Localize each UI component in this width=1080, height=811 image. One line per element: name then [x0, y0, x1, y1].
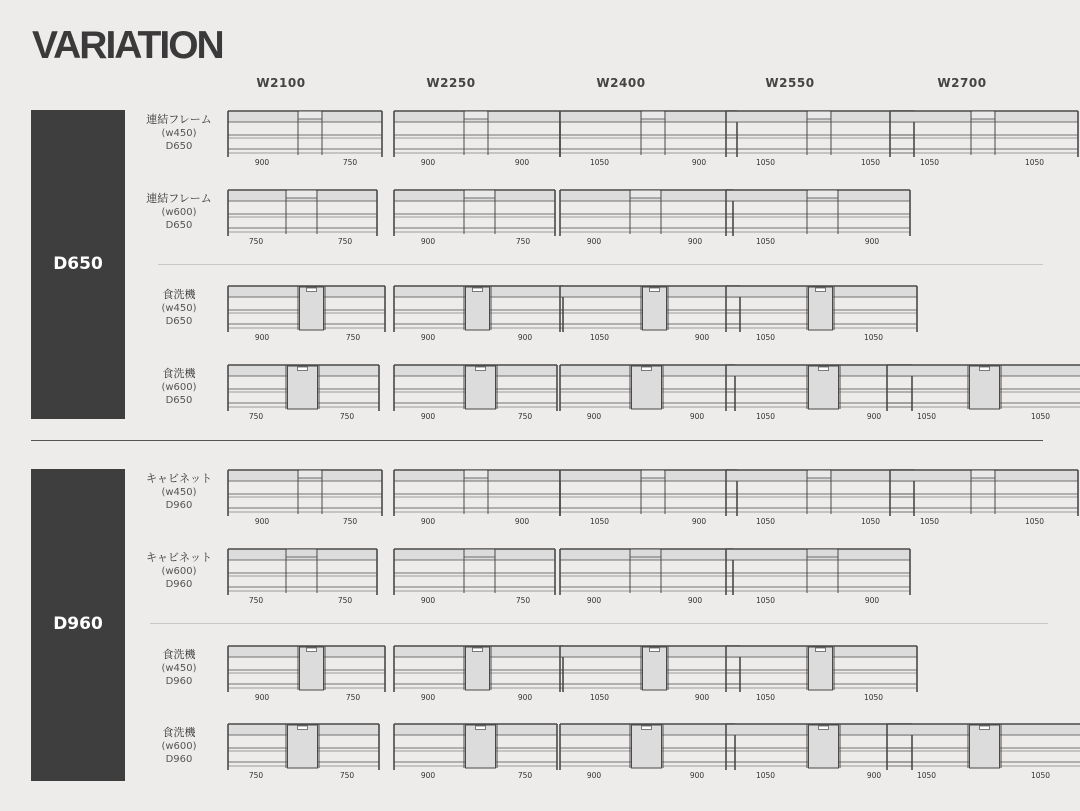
module-diagram	[886, 364, 1080, 412]
column-header-w2100: W2100	[256, 76, 306, 90]
module-diagram	[393, 189, 556, 237]
module-diagram	[559, 189, 734, 237]
column-header-w2400: W2400	[596, 76, 646, 90]
module-diagram	[393, 548, 556, 596]
row-label-depth: D650	[165, 395, 193, 406]
module-diagram	[227, 285, 386, 333]
dimension-left: 1050	[755, 517, 776, 526]
row-label	[136, 648, 222, 689]
dimension-right: 1050	[860, 517, 881, 526]
row-label-name: 連結フレーム	[146, 192, 212, 205]
dimension-left: 1050	[589, 158, 610, 167]
module-diagram	[559, 469, 738, 517]
row-label-name: 食洗機	[162, 726, 196, 739]
row-label-width: (w450)	[161, 662, 197, 674]
dimension-left: 900	[420, 237, 436, 246]
unit-drawing	[393, 189, 556, 237]
page-title: VARIATION	[32, 24, 223, 67]
unit-drawing	[393, 110, 561, 158]
dimension-left: 750	[248, 412, 264, 421]
module-diagram	[227, 645, 386, 693]
module-diagram	[886, 723, 1080, 771]
unit-drawing	[393, 285, 564, 333]
row-label-width: (w600)	[161, 740, 197, 752]
dimension-right: 900	[694, 333, 710, 342]
row-label-depth: D650	[165, 220, 193, 231]
module-diagram	[393, 285, 564, 333]
dimension-left: 1050	[916, 771, 937, 780]
dimension-right: 750	[337, 596, 353, 605]
module-diagram	[393, 364, 558, 412]
unit-drawing	[559, 645, 741, 693]
module-diagram	[393, 110, 561, 158]
unit-drawing	[227, 723, 380, 771]
row-label	[136, 551, 222, 592]
row-label	[136, 192, 222, 233]
dimension-right: 900	[689, 771, 705, 780]
unit-drawing	[559, 110, 738, 158]
dimension-right: 900	[866, 412, 882, 421]
dimension-right: 750	[345, 333, 361, 342]
dimension-left: 900	[420, 517, 436, 526]
unit-drawing	[886, 364, 1080, 412]
unit-drawing	[725, 548, 911, 596]
unit-drawing	[227, 285, 386, 333]
dimension-left: 750	[248, 771, 264, 780]
column-header-w2550: W2550	[765, 76, 815, 90]
depth-bar-d960	[31, 469, 125, 781]
unit-drawing	[227, 548, 378, 596]
dimension-right: 900	[514, 517, 530, 526]
row-label-depth: D960	[165, 500, 193, 511]
row-label	[136, 472, 222, 513]
module-diagram	[559, 110, 738, 158]
unit-drawing	[559, 548, 734, 596]
dimension-left: 1050	[919, 158, 940, 167]
dimension-right: 750	[515, 237, 531, 246]
unit-drawing	[559, 469, 738, 517]
module-diagram	[227, 469, 383, 517]
module-diagram	[725, 548, 911, 596]
dimension-left: 900	[254, 517, 270, 526]
unit-drawing	[559, 189, 734, 237]
dimension-right: 750	[515, 596, 531, 605]
dimension-left: 1050	[755, 693, 776, 702]
module-diagram	[393, 469, 561, 517]
row-label-depth: D650	[165, 141, 193, 152]
dimension-right: 900	[687, 237, 703, 246]
dimension-right: 750	[337, 237, 353, 246]
unit-drawing	[227, 645, 386, 693]
row-label-depth: D960	[165, 579, 193, 590]
dimension-right: 1050	[863, 333, 884, 342]
dimension-right: 900	[517, 693, 533, 702]
dimension-left: 900	[420, 158, 436, 167]
dimension-left: 900	[420, 693, 436, 702]
dimension-left: 750	[248, 596, 264, 605]
section-divider	[31, 440, 1043, 441]
dimension-left: 750	[248, 237, 264, 246]
row-label-name: 食洗機	[162, 288, 196, 301]
module-diagram	[227, 189, 378, 237]
module-diagram	[227, 110, 383, 158]
unit-drawing	[725, 645, 918, 693]
dimension-right: 900	[517, 333, 533, 342]
depth-bar-d650	[31, 110, 125, 419]
dimension-right: 900	[691, 517, 707, 526]
row-label-depth: D960	[165, 676, 193, 687]
unit-drawing	[227, 189, 378, 237]
unit-drawing	[889, 110, 1079, 158]
unit-drawing	[393, 723, 558, 771]
dimension-right: 750	[517, 412, 533, 421]
unit-drawing	[725, 469, 915, 517]
dimension-left: 900	[586, 412, 602, 421]
dimension-left: 1050	[916, 412, 937, 421]
module-diagram	[725, 645, 918, 693]
row-label-width: (w450)	[161, 127, 197, 139]
module-diagram	[559, 723, 736, 771]
module-diagram	[725, 364, 913, 412]
dimension-left: 1050	[589, 517, 610, 526]
dimension-left: 900	[586, 237, 602, 246]
unit-drawing	[725, 364, 913, 412]
module-diagram	[725, 110, 915, 158]
unit-drawing	[393, 469, 561, 517]
row-label-name: 食洗機	[162, 367, 196, 380]
dimension-right: 1050	[1024, 158, 1045, 167]
row-label-name: キャビネット	[146, 551, 212, 564]
module-diagram	[889, 110, 1079, 158]
unit-drawing	[725, 189, 911, 237]
row-label-name: キャビネット	[146, 472, 212, 485]
module-diagram	[889, 469, 1079, 517]
row-group-separator	[150, 623, 1048, 624]
dimension-left: 1050	[919, 517, 940, 526]
dimension-right: 1050	[1024, 517, 1045, 526]
row-label	[136, 726, 222, 767]
dimension-right: 900	[687, 596, 703, 605]
module-diagram	[393, 723, 558, 771]
unit-drawing	[559, 723, 736, 771]
module-diagram	[559, 645, 741, 693]
row-label-width: (w450)	[161, 302, 197, 314]
row-label-depth: D650	[165, 316, 193, 327]
dimension-right: 750	[339, 771, 355, 780]
dimension-left: 1050	[755, 771, 776, 780]
row-label-depth: D960	[165, 754, 193, 765]
dimension-left: 1050	[589, 333, 610, 342]
row-label-width: (w600)	[161, 206, 197, 218]
row-label-width: (w600)	[161, 565, 197, 577]
dimension-right: 750	[342, 158, 358, 167]
unit-drawing	[393, 645, 564, 693]
module-diagram	[227, 364, 380, 412]
dimension-right: 1050	[1030, 412, 1051, 421]
dimension-right: 1050	[863, 693, 884, 702]
dimension-right: 900	[691, 158, 707, 167]
dimension-left: 900	[254, 693, 270, 702]
column-header-w2700: W2700	[937, 76, 987, 90]
module-diagram	[725, 189, 911, 237]
module-diagram	[393, 645, 564, 693]
module-diagram	[227, 548, 378, 596]
dimension-left: 900	[586, 596, 602, 605]
dimension-right: 900	[864, 237, 880, 246]
unit-drawing	[559, 364, 736, 412]
dimension-right: 750	[517, 771, 533, 780]
dimension-right: 1050	[1030, 771, 1051, 780]
dimension-left: 900	[420, 771, 436, 780]
dimension-left: 900	[420, 596, 436, 605]
depth-label: D650	[53, 253, 103, 274]
dimension-left: 900	[254, 158, 270, 167]
dimension-left: 900	[420, 333, 436, 342]
module-diagram	[559, 364, 736, 412]
row-label-name: 食洗機	[162, 648, 196, 661]
module-diagram	[559, 548, 734, 596]
dimension-left: 1050	[755, 158, 776, 167]
row-label	[136, 367, 222, 408]
dimension-left: 1050	[755, 237, 776, 246]
row-group-separator	[158, 264, 1043, 265]
dimension-right: 1050	[860, 158, 881, 167]
unit-drawing	[886, 723, 1080, 771]
unit-drawing	[725, 110, 915, 158]
dimension-left: 900	[586, 771, 602, 780]
dimension-right: 750	[342, 517, 358, 526]
dimension-left: 1050	[755, 333, 776, 342]
unit-drawing	[227, 469, 383, 517]
row-label-width: (w600)	[161, 381, 197, 393]
module-diagram	[725, 469, 915, 517]
module-diagram	[725, 285, 918, 333]
dimension-left: 1050	[589, 693, 610, 702]
unit-drawing	[559, 285, 741, 333]
dimension-left: 1050	[755, 596, 776, 605]
module-diagram	[559, 285, 741, 333]
unit-drawing	[227, 110, 383, 158]
dimension-left: 1050	[755, 412, 776, 421]
row-label	[136, 113, 222, 154]
dimension-left: 900	[420, 412, 436, 421]
unit-drawing	[889, 469, 1079, 517]
unit-drawing	[227, 364, 380, 412]
row-label-name: 連結フレーム	[146, 113, 212, 126]
unit-drawing	[393, 548, 556, 596]
dimension-right: 900	[689, 412, 705, 421]
row-label	[136, 288, 222, 329]
module-diagram	[227, 723, 380, 771]
dimension-right: 900	[866, 771, 882, 780]
dimension-right: 900	[694, 693, 710, 702]
dimension-right: 900	[514, 158, 530, 167]
row-label-width: (w450)	[161, 486, 197, 498]
dimension-right: 900	[864, 596, 880, 605]
dimension-right: 750	[339, 412, 355, 421]
unit-drawing	[725, 723, 913, 771]
column-header-w2250: W2250	[426, 76, 476, 90]
module-diagram	[725, 723, 913, 771]
depth-label: D960	[53, 614, 103, 634]
unit-drawing	[725, 285, 918, 333]
dimension-left: 900	[254, 333, 270, 342]
dimension-right: 750	[345, 693, 361, 702]
unit-drawing	[393, 364, 558, 412]
